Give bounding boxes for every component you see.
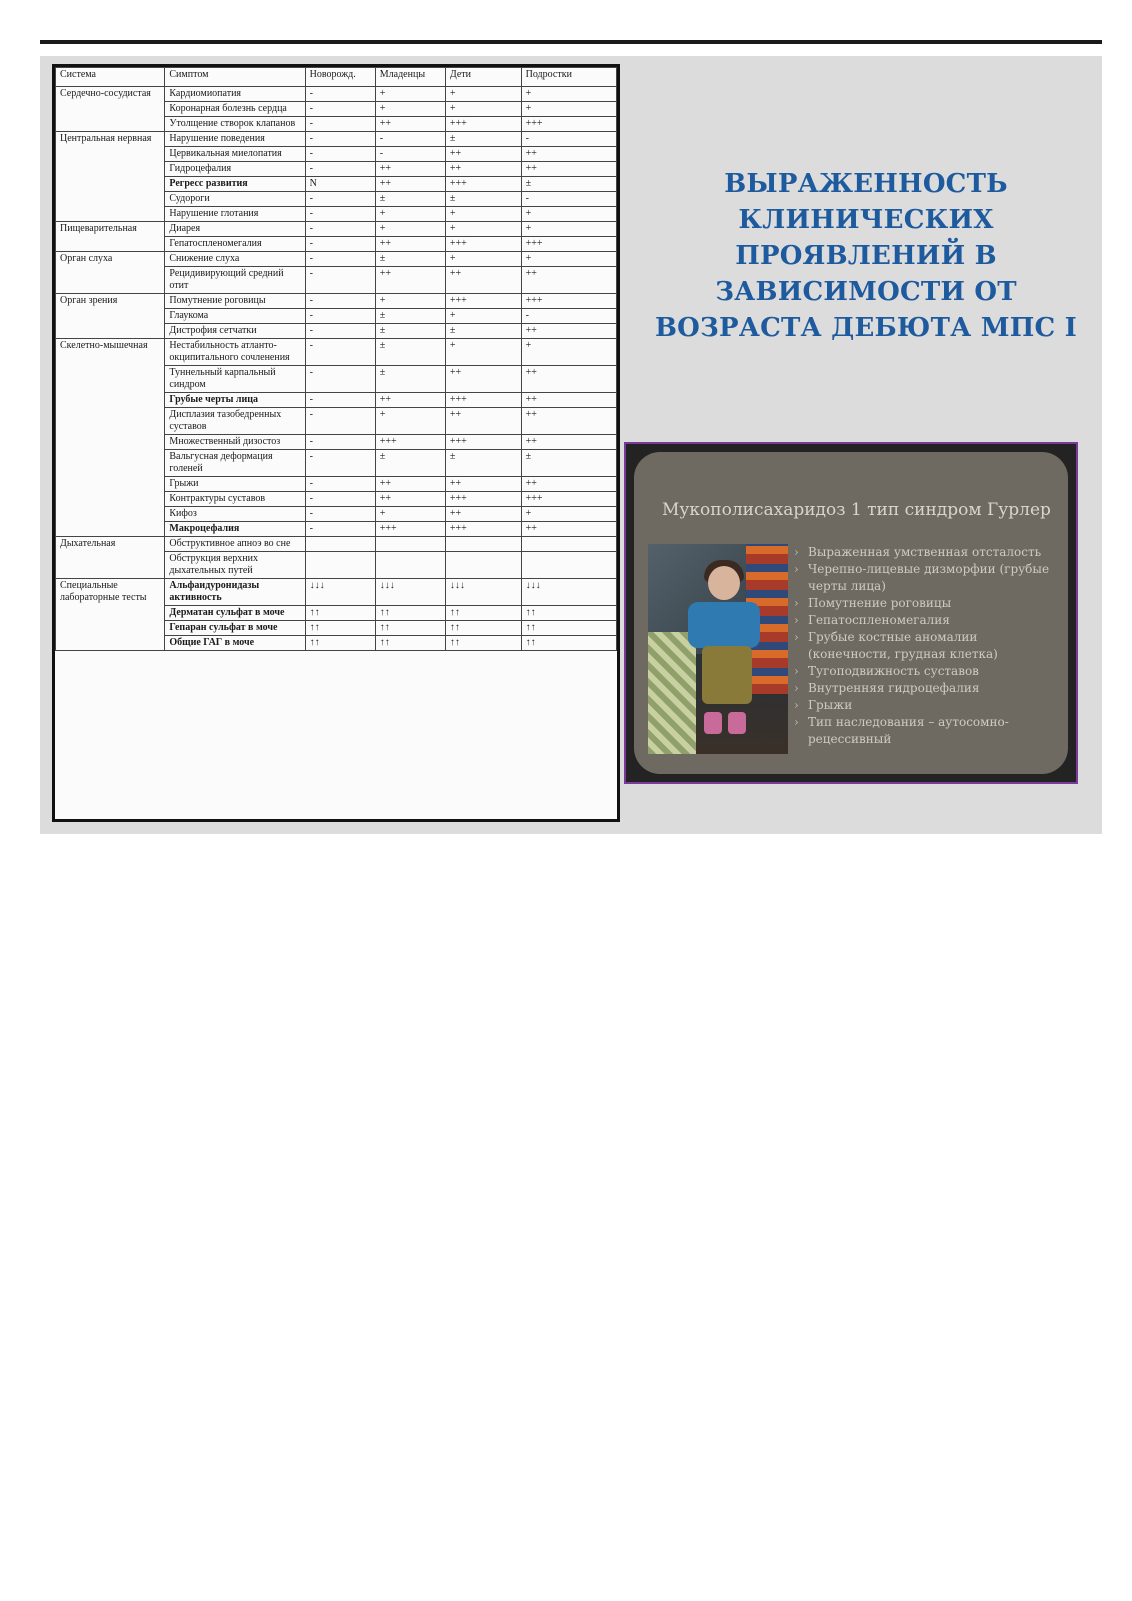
table-header-row bbox=[56, 68, 617, 87]
value-cell: +++ bbox=[445, 237, 521, 252]
value-cell: ++ bbox=[521, 366, 616, 393]
value-cell: ↓↓↓ bbox=[445, 579, 521, 606]
symptom-cell: Глаукома bbox=[165, 309, 305, 324]
table-row bbox=[56, 252, 617, 267]
symptom-cell: Снижение слуха bbox=[165, 252, 305, 267]
value-cell: ↑↑ bbox=[445, 606, 521, 621]
value-cell: +++ bbox=[375, 522, 445, 537]
value-cell: ++ bbox=[375, 477, 445, 492]
value-cell: ± bbox=[375, 192, 445, 207]
value-cell: - bbox=[375, 147, 445, 162]
value-cell: ++ bbox=[521, 267, 616, 294]
value-cell: + bbox=[445, 252, 521, 267]
value-cell bbox=[305, 537, 375, 552]
symptom-cell: Грыжи bbox=[165, 477, 305, 492]
value-cell: ± bbox=[445, 132, 521, 147]
symptom-table bbox=[55, 67, 617, 651]
value-cell: ↑↑ bbox=[305, 621, 375, 636]
value-cell: - bbox=[305, 309, 375, 324]
bullet-item: › Тип наследования – аутосомно-рецессивный bbox=[794, 714, 1054, 748]
header-cell: Система bbox=[56, 68, 165, 87]
value-cell: - bbox=[305, 252, 375, 267]
bullet-item: › Грыжи bbox=[794, 697, 1054, 714]
bullet-item: › Тугоподвижность суставов bbox=[794, 663, 1054, 680]
symptom-cell: Цервикальная миелопатия bbox=[165, 147, 305, 162]
value-cell: +++ bbox=[521, 492, 616, 507]
value-cell: + bbox=[375, 294, 445, 309]
value-cell: - bbox=[305, 147, 375, 162]
value-cell: ++ bbox=[375, 393, 445, 408]
table-body bbox=[56, 87, 617, 651]
value-cell: ++ bbox=[445, 366, 521, 393]
value-cell: + bbox=[375, 222, 445, 237]
value-cell: ↑↑ bbox=[375, 606, 445, 621]
value-cell: - bbox=[305, 393, 375, 408]
value-cell: - bbox=[305, 435, 375, 450]
symptom-cell: Дерматан сульфат в моче bbox=[165, 606, 305, 621]
value-cell: + bbox=[375, 87, 445, 102]
value-cell: - bbox=[305, 267, 375, 294]
title-line: ЗАВИСИМОСТИ ОТ bbox=[715, 277, 1017, 307]
value-cell: +++ bbox=[521, 117, 616, 132]
value-cell: + bbox=[445, 309, 521, 324]
value-cell: ++ bbox=[521, 435, 616, 450]
inset-bullet-list bbox=[794, 544, 1054, 748]
value-cell: ++ bbox=[445, 162, 521, 177]
top-rule bbox=[40, 40, 1102, 44]
value-cell: ± bbox=[375, 252, 445, 267]
inset-title: Мукополисахаридоз 1 тип синдром Гурлер bbox=[662, 500, 1051, 520]
value-cell: + bbox=[445, 207, 521, 222]
symptom-cell: Контрактуры суставов bbox=[165, 492, 305, 507]
inset-slide bbox=[634, 452, 1068, 774]
symptom-cell: Дисплазия тазобедренных суставов bbox=[165, 408, 305, 435]
value-cell: - bbox=[305, 222, 375, 237]
value-cell: ↓↓↓ bbox=[375, 579, 445, 606]
value-cell: + bbox=[375, 408, 445, 435]
value-cell: + bbox=[445, 222, 521, 237]
value-cell: + bbox=[521, 207, 616, 222]
value-cell: - bbox=[521, 192, 616, 207]
value-cell: +++ bbox=[445, 393, 521, 408]
value-cell: ↑↑ bbox=[445, 636, 521, 651]
value-cell: ± bbox=[375, 309, 445, 324]
symptom-cell: Утолщение створок клапанов bbox=[165, 117, 305, 132]
bullet-item: › Внутренняя гидроцефалия bbox=[794, 680, 1054, 697]
symptom-cell: Нарушение глотания bbox=[165, 207, 305, 222]
value-cell: - bbox=[305, 162, 375, 177]
value-cell: ± bbox=[375, 450, 445, 477]
value-cell: + bbox=[375, 207, 445, 222]
value-cell: ++ bbox=[375, 117, 445, 132]
patient-photo bbox=[648, 544, 788, 754]
value-cell: ± bbox=[521, 177, 616, 192]
value-cell: - bbox=[521, 132, 616, 147]
bullet-item: › Выраженная умственная отсталость bbox=[794, 544, 1054, 561]
value-cell: - bbox=[305, 324, 375, 339]
value-cell: - bbox=[305, 192, 375, 207]
value-cell: + bbox=[521, 339, 616, 366]
value-cell: ± bbox=[375, 324, 445, 339]
value-cell: ++ bbox=[445, 267, 521, 294]
value-cell: - bbox=[305, 507, 375, 522]
value-cell: +++ bbox=[445, 435, 521, 450]
symptom-cell: Макроцефалия bbox=[165, 522, 305, 537]
value-cell bbox=[445, 537, 521, 552]
symptom-cell: Множественный дизостоз bbox=[165, 435, 305, 450]
value-cell: + bbox=[521, 252, 616, 267]
title-line: ВЫРАЖЕННОСТЬ bbox=[724, 169, 1008, 199]
value-cell: - bbox=[305, 132, 375, 147]
value-cell: ± bbox=[375, 366, 445, 393]
value-cell: ↑↑ bbox=[305, 606, 375, 621]
value-cell: ↑↑ bbox=[375, 636, 445, 651]
value-cell: ++ bbox=[445, 408, 521, 435]
title-line: ПРОЯВЛЕНИЙ В bbox=[735, 241, 997, 271]
symptom-cell: Коронарная болезнь сердца bbox=[165, 102, 305, 117]
value-cell: ± bbox=[375, 339, 445, 366]
slide-title bbox=[648, 166, 1084, 346]
symptom-cell: Альфаидуронидазы активность bbox=[165, 579, 305, 606]
value-cell: ++ bbox=[375, 177, 445, 192]
value-cell: - bbox=[521, 309, 616, 324]
symptom-cell: Нарушение поведения bbox=[165, 132, 305, 147]
value-cell: ↓↓↓ bbox=[521, 579, 616, 606]
system-cell: Сердечно-сосудистая bbox=[56, 87, 165, 132]
header-cell: Новорожд. bbox=[305, 68, 375, 87]
value-cell: - bbox=[305, 492, 375, 507]
symptom-cell: Общие ГАГ в моче bbox=[165, 636, 305, 651]
value-cell: +++ bbox=[445, 294, 521, 309]
value-cell: ++ bbox=[521, 522, 616, 537]
header-cell: Младенцы bbox=[375, 68, 445, 87]
symptom-cell: Регресс развития bbox=[165, 177, 305, 192]
value-cell: +++ bbox=[521, 294, 616, 309]
value-cell: - bbox=[305, 207, 375, 222]
value-cell: ++ bbox=[521, 477, 616, 492]
symptom-cell: Вальгусная деформация голеней bbox=[165, 450, 305, 477]
value-cell: - bbox=[305, 366, 375, 393]
value-cell bbox=[521, 552, 616, 579]
value-cell bbox=[445, 552, 521, 579]
value-cell: + bbox=[375, 507, 445, 522]
value-cell: ++ bbox=[375, 237, 445, 252]
symptom-cell: Судороги bbox=[165, 192, 305, 207]
table-row bbox=[56, 132, 617, 147]
symptom-cell: Туннельный карпальный синдром bbox=[165, 366, 305, 393]
value-cell: ↑↑ bbox=[521, 621, 616, 636]
system-cell: Центральная нервная bbox=[56, 132, 165, 222]
value-cell: ± bbox=[521, 450, 616, 477]
value-cell: +++ bbox=[375, 435, 445, 450]
value-cell: + bbox=[521, 222, 616, 237]
system-cell: Орган слуха bbox=[56, 252, 165, 294]
value-cell: ++ bbox=[445, 477, 521, 492]
table-row bbox=[56, 222, 617, 237]
value-cell bbox=[521, 537, 616, 552]
value-cell: - bbox=[305, 450, 375, 477]
header-cell: Дети bbox=[445, 68, 521, 87]
value-cell: - bbox=[305, 237, 375, 252]
value-cell: + bbox=[445, 87, 521, 102]
symptom-cell: Обструктивное апноэ во сне bbox=[165, 537, 305, 552]
symptom-cell: Помутнение роговицы bbox=[165, 294, 305, 309]
value-cell: ± bbox=[445, 324, 521, 339]
value-cell: ++ bbox=[521, 147, 616, 162]
value-cell: +++ bbox=[445, 522, 521, 537]
table-row bbox=[56, 579, 617, 606]
value-cell bbox=[375, 552, 445, 579]
symptom-cell: Гепатоспленомегалия bbox=[165, 237, 305, 252]
symptom-table-frame bbox=[52, 64, 620, 822]
value-cell: + bbox=[521, 102, 616, 117]
value-cell: ++ bbox=[521, 324, 616, 339]
value-cell: + bbox=[445, 339, 521, 366]
value-cell: ↑↑ bbox=[521, 606, 616, 621]
value-cell: +++ bbox=[445, 117, 521, 132]
slide bbox=[40, 56, 1102, 834]
value-cell: ± bbox=[445, 450, 521, 477]
value-cell: N bbox=[305, 177, 375, 192]
value-cell: +++ bbox=[521, 237, 616, 252]
value-cell: ↓↓↓ bbox=[305, 579, 375, 606]
value-cell: ++ bbox=[521, 408, 616, 435]
bullet-item: › Черепно-лицевые дизморфии (грубые черты лица) bbox=[794, 561, 1054, 595]
value-cell: ↑↑ bbox=[445, 621, 521, 636]
value-cell bbox=[375, 537, 445, 552]
header-cell: Симптом bbox=[165, 68, 305, 87]
system-cell: Орган зрения bbox=[56, 294, 165, 339]
bullet-item: › Гепатоспленомегалия bbox=[794, 612, 1054, 629]
symptom-cell: Гепаран сульфат в моче bbox=[165, 621, 305, 636]
title-line: ВОЗРАСТА ДЕБЮТА МПС I bbox=[654, 313, 1077, 343]
header-cell: Подростки bbox=[521, 68, 616, 87]
table-row bbox=[56, 339, 617, 366]
value-cell: ↑↑ bbox=[305, 636, 375, 651]
value-cell: + bbox=[445, 102, 521, 117]
inset-slide-frame bbox=[624, 442, 1078, 784]
table-row bbox=[56, 537, 617, 552]
value-cell: ++ bbox=[375, 267, 445, 294]
table-row bbox=[56, 87, 617, 102]
value-cell bbox=[305, 552, 375, 579]
value-cell: ++ bbox=[375, 162, 445, 177]
symptom-cell: Дистрофия сетчатки bbox=[165, 324, 305, 339]
symptom-cell: Гидроцефалия bbox=[165, 162, 305, 177]
system-cell: Дыхательная bbox=[56, 537, 165, 579]
value-cell: ++ bbox=[521, 393, 616, 408]
value-cell: + bbox=[521, 507, 616, 522]
table-row bbox=[56, 294, 617, 309]
system-cell: Специальные лабораторные тесты bbox=[56, 579, 165, 651]
value-cell: + bbox=[375, 102, 445, 117]
value-cell: - bbox=[305, 294, 375, 309]
value-cell: ↑↑ bbox=[375, 621, 445, 636]
value-cell: ++ bbox=[521, 162, 616, 177]
system-cell: Пищеварительная bbox=[56, 222, 165, 252]
value-cell: ++ bbox=[375, 492, 445, 507]
value-cell: ++ bbox=[445, 507, 521, 522]
symptom-cell: Кардиомиопатия bbox=[165, 87, 305, 102]
value-cell: - bbox=[305, 117, 375, 132]
symptom-cell: Рецидивирующий средний отит bbox=[165, 267, 305, 294]
value-cell: - bbox=[305, 408, 375, 435]
value-cell: ± bbox=[445, 192, 521, 207]
value-cell: - bbox=[305, 522, 375, 537]
value-cell: - bbox=[305, 477, 375, 492]
value-cell: +++ bbox=[445, 492, 521, 507]
value-cell: + bbox=[521, 87, 616, 102]
value-cell: - bbox=[305, 102, 375, 117]
symptom-cell: Обструкция верхних дыхательных путей bbox=[165, 552, 305, 579]
value-cell: - bbox=[305, 339, 375, 366]
bullet-item: › Грубые костные аномалии (конечности, грудная клетка) bbox=[794, 629, 1054, 663]
value-cell: - bbox=[375, 132, 445, 147]
symptom-cell: Диарея bbox=[165, 222, 305, 237]
bullet-item: › Помутнение роговицы bbox=[794, 595, 1054, 612]
symptom-cell: Нестабильность атланто-окципитального сочленения bbox=[165, 339, 305, 366]
system-cell: Скелетно-мышечная bbox=[56, 339, 165, 537]
value-cell: - bbox=[305, 87, 375, 102]
symptom-cell: Грубые черты лица bbox=[165, 393, 305, 408]
value-cell: ↑↑ bbox=[521, 636, 616, 651]
value-cell: ++ bbox=[445, 147, 521, 162]
title-line: КЛИНИЧЕСКИХ bbox=[738, 205, 994, 235]
symptom-cell: Кифоз bbox=[165, 507, 305, 522]
value-cell: +++ bbox=[445, 177, 521, 192]
